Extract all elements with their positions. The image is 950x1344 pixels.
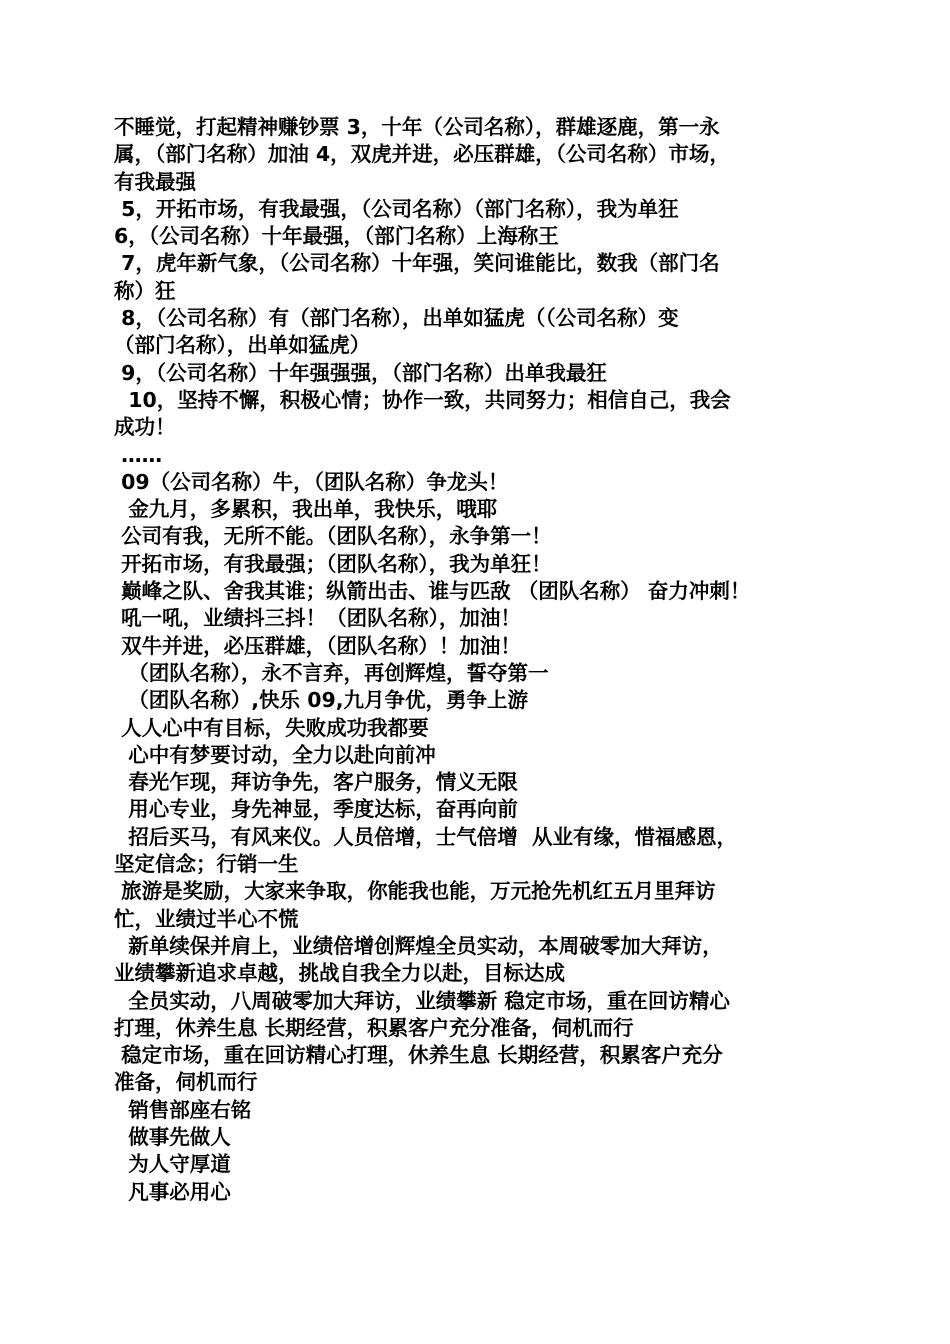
text-line: 称）狂 (114, 278, 176, 303)
text-line: 做事先做人 (114, 1124, 231, 1149)
text-line: 新单续保并肩上，业绩倍增创辉煌全员实动，本周破零加大拜访， (114, 933, 723, 958)
text-line: （团队名称），永不言弃，再创辉煌，誓夺第一 (114, 660, 549, 685)
text-line: （部门名称），出单如猛虎） (114, 333, 371, 358)
text-line: 6，（公司名称）十年最强，（部门名称）上海称王 (114, 224, 559, 249)
text-line: 稳定市场，重在回访精心打理，休养生息 长期经营，积累客户充分 (114, 1043, 723, 1068)
text-line: 人人心中有目标，失败成功我都要 (114, 715, 429, 740)
text-line: 开拓市场，有我最强；（团队名称），我为单狂！ (114, 551, 552, 576)
document-body (114, 114, 838, 1206)
text-line: 8，（公司名称）有（部门名称），出单如猛虎（（公司名称）变 (114, 306, 679, 331)
text-line: 忙，业绩过半心不慌 (114, 906, 299, 931)
text-line: 坚定信念；行销一生 (114, 852, 299, 877)
text-line: 5，开拓市场，有我最强，（公司名称）（部门名称），我为单狂 (114, 196, 679, 221)
text-line: 巅峰之队、舍我其谁；纵箭出击、谁与匹敌 （团队名称） 奋力冲刺！ (114, 579, 751, 604)
text-line: 金九月，多累积，我出单，我快乐，哦耶 (114, 497, 498, 522)
text-line: 成功！ (114, 415, 176, 440)
text-line: 公司有我，无所不能。（团队名称），永争第一！ (114, 524, 552, 549)
text-line: 凡事必用心 (114, 1179, 231, 1204)
text-line: 打理，休养生息 长期经营，积累客户充分准备，伺机而行 (114, 1015, 634, 1040)
text-line: 销售部座右铭 (114, 1097, 252, 1122)
text-line: …… (114, 442, 163, 467)
text-line: 业绩攀新追求卓越，挑战自我全力以赴，目标达成 (114, 961, 565, 986)
text-line: 心中有梦要讨动，全力以赴向前冲 (114, 742, 436, 767)
text-line: 10，坚持不懈，积极心情；协作一致，共同努力；相信自己，我会 (114, 387, 731, 412)
text-line: 全员实动，八周破零加大拜访，业绩攀新 稳定市场，重在回访精心 (114, 988, 730, 1013)
text-line: 09（公司名称）牛，（团队名称）争龙头！ (114, 469, 509, 494)
text-line: 准备，伺机而行 (114, 1070, 258, 1095)
text-line: 为人守厚道 (114, 1152, 231, 1177)
text-line: 用心专业，身先神显，季度达标，奋再向前 (114, 797, 518, 822)
text-line: （团队名称）,快乐 09,九月争优，勇争上游 (114, 688, 529, 713)
text-line: 双牛并进，必压群雄，（团队名称）！加油！ (114, 633, 521, 658)
text-line: 属，（部门名称）加油 4，双虎并进，必压群雄，（公司名称）市场， (114, 142, 730, 167)
text-line: 不睡觉，打起精神赚钞票 3，十年（公司名称），群雄逐鹿，第一永 (114, 115, 720, 139)
text-line: 旅游是奖励，大家来争取，你能我也能，万元抢先机红五月里拜访 (114, 879, 716, 904)
text-line: 春光乍现，拜访争先，客户服务，情义无限 (114, 770, 518, 795)
text-line: 7，虎年新气象，（公司名称）十年强，笑问谁能比，数我（部门名 (114, 251, 720, 276)
text-line: 吼一吼，业绩抖三抖！（团队名称），加油！ (114, 606, 521, 631)
text-line: 9，（公司名称）十年强强强，（部门名称）出单我最狂 (114, 360, 607, 385)
text-line: 有我最强 (114, 169, 196, 194)
text-line: 招后买马，有风来仪。人员倍增，士气倍增 从业有缘，惜福感恩， (114, 824, 738, 849)
